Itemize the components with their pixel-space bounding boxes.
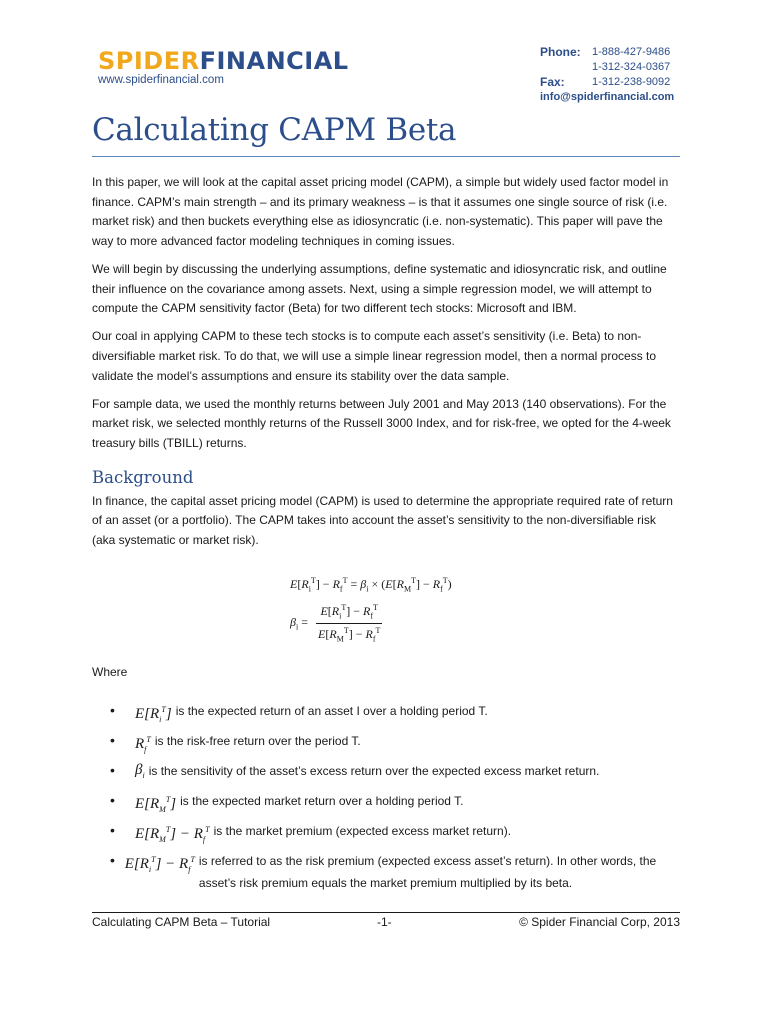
beta-equation: $\beta_i$ = $\frac{E[R_i^T] - R_f^T}{E[R_M^T] - R_f^T}$ xyxy=(290,603,381,644)
logo-url[interactable]: www.spiderfinancial.com xyxy=(98,74,224,86)
bullet-dot: • xyxy=(110,762,115,778)
fax-number: 1-312-238-9092 xyxy=(592,76,671,88)
bullet-dot: • xyxy=(110,852,115,868)
footer-divider xyxy=(92,912,680,913)
symbol-expected-return: $E[R_i^T]$ xyxy=(135,705,172,724)
contact-block xyxy=(540,45,674,105)
symbol-market-return: $E[R_M^T]$ xyxy=(135,795,177,814)
symbol-beta: $\beta_i$ xyxy=(135,762,145,780)
background-heading: Background xyxy=(92,467,194,487)
phone-number-1: 1-888-427-9486 xyxy=(592,46,671,58)
paragraph-data: For sample data, we used the monthly returns between July 2001 and May 2013 (140 observations). For the market risk, we selected monthly returns of the Russell 3000 Index, and for risk-free, we opted for the 4-week treasury bills (TBILL) returns. xyxy=(92,396,671,450)
page-footer xyxy=(92,915,680,929)
symbol-risk-premium: $E[R_i^T] - R_f^T$ xyxy=(124,855,195,874)
list-item: • $E[R_M^T]$ is the expected market return over a holding period T. xyxy=(110,790,690,820)
logo-spider: SPIDER xyxy=(98,47,200,75)
logo-financial: FINANCIAL xyxy=(199,47,349,75)
phone-number-2: 1-312-324-0367 xyxy=(592,61,671,73)
list-item: • $R_f^T$ is the risk-free return over the period T. xyxy=(110,730,690,760)
phone-label: Phone: xyxy=(540,45,581,59)
title-divider xyxy=(92,156,680,157)
body-text xyxy=(92,173,682,559)
list-item: • $E[R_i^T]$ is the expected return of an asset I over a holding period T. xyxy=(110,700,690,730)
page-number: -1- xyxy=(377,915,392,929)
list-item: • $E[R_i^T] - R_f^T$ is referred to as the risk premium (expected excess asset’s return). In other words, the asset’s risk premium equals the market premium multiplied by its beta. xyxy=(110,852,657,890)
paragraph-plan: We will begin by discussing the underlying assumptions, define systematic and idiosyncratic risk, and outline their influence on the covariance among assets. Next, using a simple regression model, we will attempt to compute the CAPM sensitivity factor (Beta) for two different tech stocks: Microsoft and IBM. xyxy=(92,261,667,316)
where-label: Where xyxy=(92,665,128,679)
bullet-dot: • xyxy=(110,702,115,718)
email-link[interactable]: info@spiderfinancial.com xyxy=(540,91,675,103)
page-title: Calculating CAPM Beta xyxy=(92,112,457,148)
footer-copyright: © Spider Financial Corp, 2013 xyxy=(519,915,680,929)
list-item: • $E[R_M^T] - R_f^T$ is the market premium (expected excess market return). xyxy=(110,820,690,850)
symbol-risk-free: $R_f^T$ xyxy=(135,735,151,754)
fax-label: Fax: xyxy=(540,75,565,89)
paragraph-goal: Our coal in applying CAPM to these tech stocks is to compute each asset’s sensitivity (i.e. Beta) to non-diversifiable market risk. To do that, we will use a simple linear regression model, then a normal process to validate the model’s assumptions and ensure its stability over the data sample. xyxy=(92,329,657,383)
spiderfinancial-logo[interactable] xyxy=(98,48,349,87)
footer-title: Calculating CAPM Beta – Tutorial xyxy=(92,915,271,929)
paragraph-intro: In this paper, we will look at the capital asset pricing model (CAPM), a simple but widely used factor model in finance. CAPM’s main strength – and its primary weakness – is that it assumes one single source of risk (i.e. market risk) and then buckets everything else as idiosyncratic (i.e. non-systematic). This paper will pave the way to more advanced factor modeling techniques in coming issues. xyxy=(92,175,669,248)
bullet-dot: • xyxy=(110,732,115,748)
bullet-dot: • xyxy=(110,792,115,808)
list-item: • $\beta_i$ is the sensitivity of the asset’s excess return over the expected excess market return. xyxy=(110,760,690,790)
logo-wordmark xyxy=(98,48,349,74)
definitions-list xyxy=(110,700,690,894)
capm-formula xyxy=(290,576,452,643)
background-paragraph: In finance, the capital asset pricing model (CAPM) is used to determine the appropriate required rate of return of an asset (or a portfolio). The CAPM takes into account the asset’s sensitivity to the non-diversifiable risk (aka systematic or market risk). xyxy=(92,493,673,547)
capm-equation: $E[R_i^T] - R_f^T = \beta_i \times (E[R_M^T] - R_f^T)$ xyxy=(290,576,452,594)
symbol-market-premium: $E[R_M^T] - R_f^T$ xyxy=(135,825,210,844)
bullet-dot: • xyxy=(110,822,115,838)
